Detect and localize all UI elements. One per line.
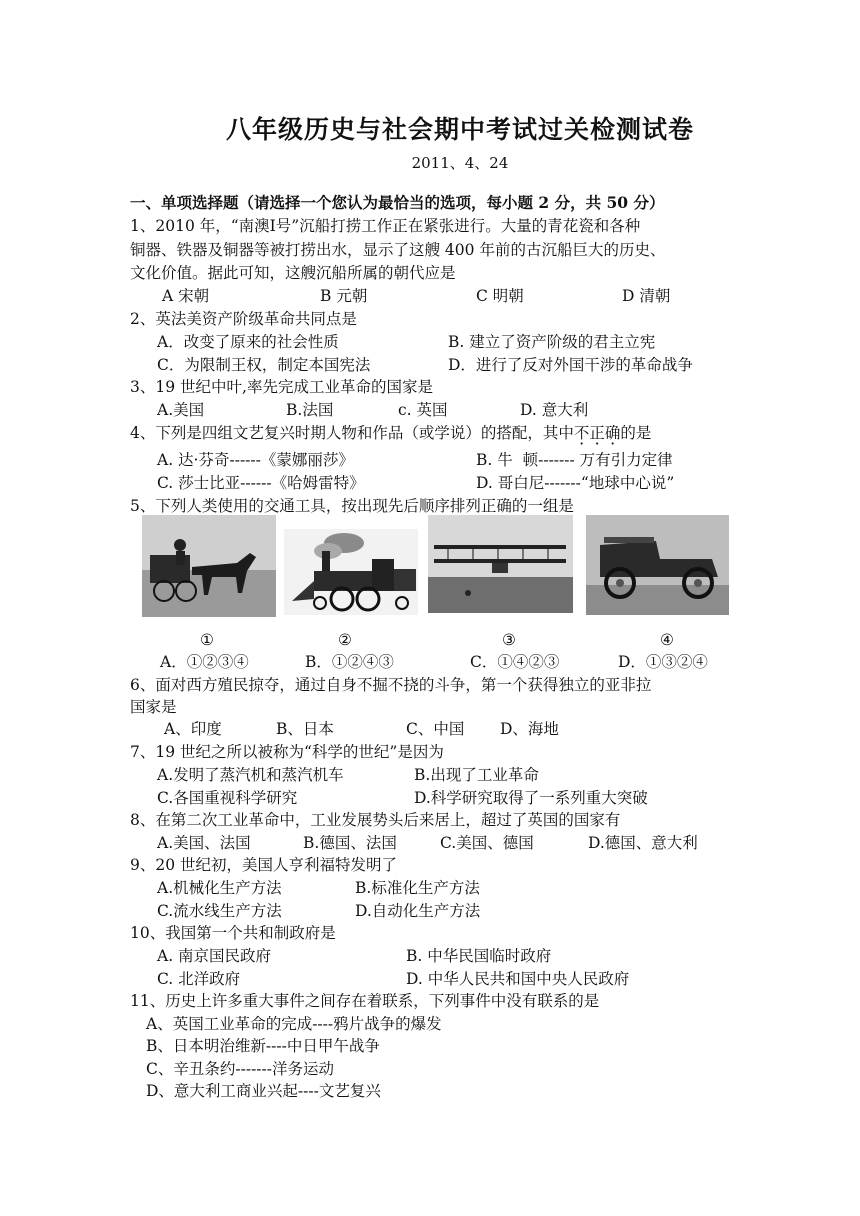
- q6-stem-line2: 国家是: [130, 698, 177, 716]
- q5-option-b: B．①②④③: [305, 653, 394, 671]
- q1-option-d: D 清朝: [622, 287, 671, 305]
- q5-picture-label-3: ③: [502, 631, 516, 649]
- q9-option-c: C.流水线生产方法: [157, 902, 282, 920]
- q10-option-b: B. 中华民国临时政府: [406, 947, 552, 965]
- q11-option-c: C、辛丑条约-------洋务运动: [146, 1060, 335, 1078]
- q6-option-a: A、印度: [164, 720, 222, 738]
- q7-stem: 7、19 世纪之所以被称为“科学的世纪”是因为: [130, 743, 444, 761]
- q5-stem: 5、下列人类使用的交通工具，按出现先后顺序排列正确的一组是: [130, 497, 574, 515]
- q9-option-a: A.机械化生产方法: [157, 879, 282, 897]
- q8-stem: 8、在第二次工业革命中，工业发展势头后来居上，超过了英国的国家有: [130, 811, 621, 829]
- q10-stem: 10、我国第一个共和制政府是: [130, 924, 336, 942]
- q3-option-c: c. 英国: [398, 401, 448, 419]
- section-heading: 一、单项选择题（请选择一个您认为最恰当的选项，每小题 2 分，共 50 分）: [130, 193, 665, 212]
- q8-option-b: B.德国、法国: [303, 834, 397, 852]
- q9-stem: 9、20 世纪初，美国人亨利福特发明了: [130, 856, 398, 874]
- q4-emphasis-char: 正: [589, 424, 605, 442]
- q2-option-c: C．为限制王权，制定本国宪法: [157, 356, 371, 374]
- q6-option-b: B、日本: [276, 720, 334, 738]
- q7-option-a: A.发明了蒸汽机和蒸汽机车: [157, 766, 344, 784]
- q2-stem: 2、英法美资产阶级革命共同点是: [130, 310, 357, 328]
- exam-date: 2011、4、24: [411, 154, 509, 172]
- q11-option-a: A、英国工业革命的完成----鸦片战争的爆发: [146, 1015, 442, 1033]
- q2-option-d: D．进行了反对外国干涉的革命战争: [448, 356, 693, 374]
- biplane-photo: [428, 515, 573, 613]
- q5-option-c: C．①④②③: [470, 653, 560, 671]
- steam-locomotive-photo: [284, 529, 418, 615]
- q10-option-d: D. 中华人民共和国中央人民政府: [406, 970, 630, 988]
- early-automobile-photo: [586, 515, 729, 615]
- q8-option-d: D.德国、意大利: [588, 834, 698, 852]
- q6-option-d: D、海地: [500, 720, 559, 738]
- q4-option-b: B. 牛 顿------- 万有引力定律: [476, 451, 673, 469]
- q4-option-d: D. 哥白尼-------“地球中心说”: [476, 474, 675, 492]
- q6-option-c: C、中国: [406, 720, 465, 738]
- q1-stem-line3: 文化价值。据此可知，这艘沉船所属的朝代应是: [130, 264, 456, 282]
- q5-option-d: D．①③②④: [618, 653, 708, 671]
- q3-stem: 3、19 世纪中叶,率先完成工业革命的国家是: [130, 378, 433, 396]
- q11-option-b: B、日本明治维新----中日甲午战争: [146, 1037, 380, 1055]
- q7-option-c: C.各国重视科学研究: [157, 789, 298, 807]
- q11-stem: 11、历史上许多重大事件之间存在着联系，下列事件中没有联系的是: [130, 992, 600, 1010]
- q3-option-a: A.美国: [157, 401, 205, 419]
- q4-stem: [130, 423, 651, 443]
- q9-option-b: B.标准化生产方法: [355, 879, 480, 897]
- q10-option-c: C. 北洋政府: [157, 970, 241, 988]
- q4-emphasis-char: 确: [604, 424, 621, 442]
- q7-option-d: D.科学研究取得了一系列重大突破: [414, 789, 648, 807]
- q4-stem-part2: 的是: [620, 424, 652, 442]
- q4-option-c: C. 莎士比亚------《哈姆雷特》: [157, 474, 365, 492]
- horse-carriage-photo: [142, 515, 276, 617]
- q5-picture-label-1: ①: [200, 631, 214, 649]
- q2-option-b: B. 建立了资产阶级的君主立宪: [448, 333, 656, 351]
- q6-stem-line1: 6、面对西方殖民掠夺，通过自身不掘不挠的斗争，第一个获得独立的亚非拉: [130, 676, 652, 694]
- q4-emphasis-char: 不: [573, 424, 590, 442]
- q3-option-d: D. 意大利: [520, 401, 589, 419]
- q5-picture-label-4: ④: [660, 631, 674, 649]
- q2-option-a: A．改变了原来的社会性质: [157, 333, 339, 351]
- q5-picture-label-2: ②: [338, 631, 352, 649]
- q10-option-a: A. 南京国民政府: [157, 947, 272, 965]
- q1-option-b: B 元朝: [320, 287, 368, 305]
- q1-stem-line1: 1、2010 年，“南澳Ⅰ号”沉船打捞工作正在紧张进行。大量的青花瓷和各种: [130, 217, 641, 235]
- q8-option-c: C.美国、德国: [440, 834, 534, 852]
- q4-stem-part1: 4、下列是四组文艺复兴时期人物和作品（或学说）的搭配，其中: [130, 424, 574, 442]
- q7-option-b: B.出现了工业革命: [414, 766, 539, 784]
- q3-option-b: B.法国: [286, 401, 334, 419]
- q11-option-d: D、意大利工商业兴起----文艺复兴: [146, 1082, 381, 1100]
- q8-option-a: A.美国、法国: [157, 834, 251, 852]
- q4-option-a: A. 达·芬奇------《蒙娜丽莎》: [157, 451, 354, 469]
- q1-option-a: A 宋朝: [162, 287, 210, 305]
- exam-title: 八年级历史与社会期中考试过关检测试卷: [225, 115, 694, 144]
- q1-stem-line2: 铜器、铁器及铜器等被打捞出水，显示了这艘 400 年前的古沉船巨大的历史、: [130, 241, 666, 259]
- q1-option-c: C 明朝: [476, 287, 524, 305]
- q5-option-a: A．①②③④: [160, 653, 249, 671]
- q9-option-d: D.自动化生产方法: [355, 902, 481, 920]
